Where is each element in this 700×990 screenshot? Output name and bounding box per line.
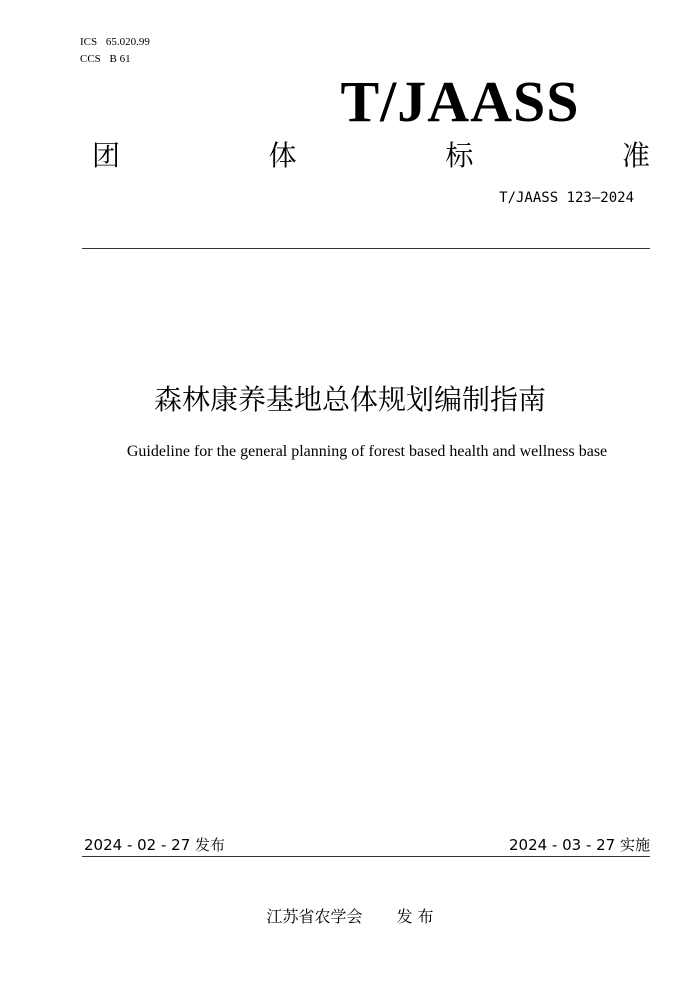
ccs-code-row [80, 51, 150, 68]
bottom-divider [82, 856, 650, 857]
standard-type-char: 体 [268, 139, 297, 172]
publisher-line [0, 904, 700, 927]
standard-type-char: 团 [92, 139, 121, 172]
standard-type-char: 准 [621, 139, 650, 172]
publisher-action: 发 布 [396, 907, 434, 926]
standard-type-char: 标 [445, 139, 474, 172]
ccs-value: B 61 [109, 53, 131, 65]
organization-logo: T/JAASS [340, 69, 580, 134]
top-divider [82, 248, 650, 249]
document-title-english: Guideline for the general planning of forest based health and wellness base [126, 443, 608, 460]
implementation-date: 2024 - 03 - 27 实施 [508, 836, 650, 854]
ics-value: 65.020.99 [105, 36, 150, 48]
standard-type-heading [92, 134, 650, 174]
ccs-label: CCS [80, 53, 101, 65]
issue-date: 2024 - 02 - 27 发布 [84, 836, 226, 854]
ics-code-row [80, 34, 150, 51]
standard-number: T/JAASS 123—2024 [499, 190, 634, 206]
publisher-name: 江苏省农学会 [266, 907, 363, 926]
ics-label: ICS [80, 36, 98, 48]
document-title-chinese: 森林康养基地总体规划编制指南 [153, 383, 546, 416]
classification-codes [80, 34, 150, 68]
